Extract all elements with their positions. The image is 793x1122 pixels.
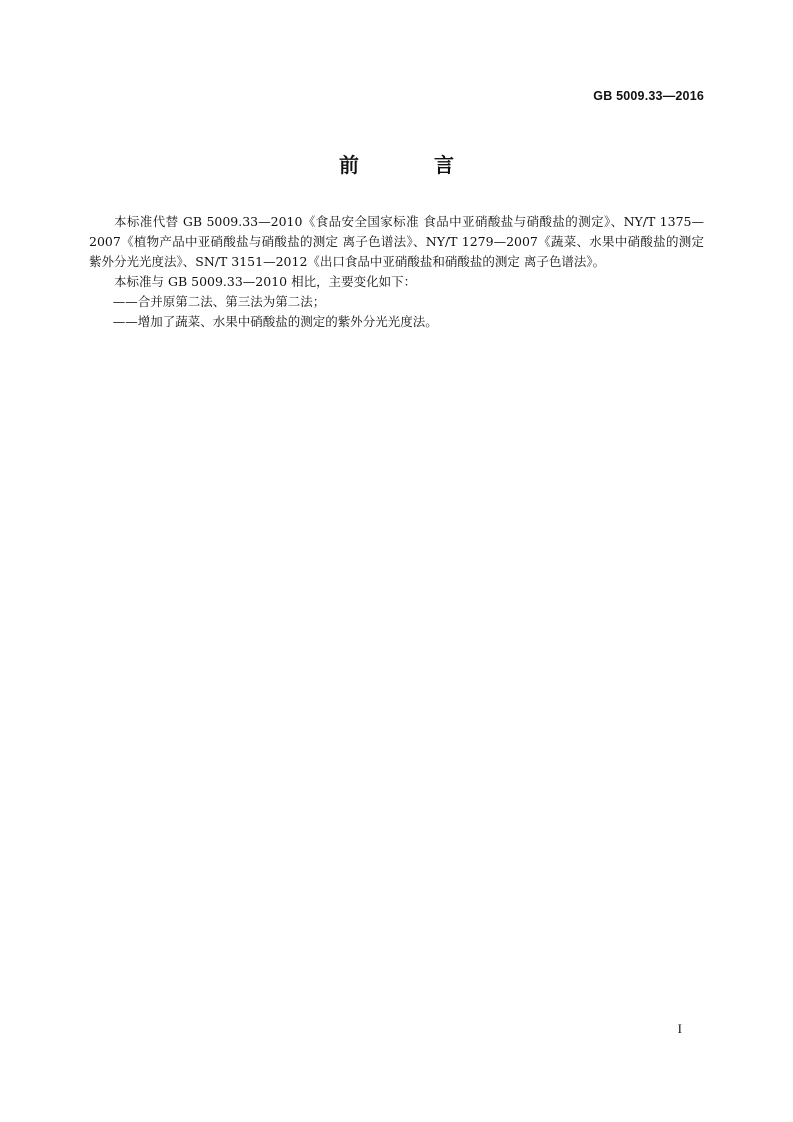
paragraph-replaces-standards: 本标准代替 GB 5009.33—2010《食品安全国家标准 食品中亚硝酸盐与硝酸盐的测定》、NY/T 1375—2007《植物产品中亚硝酸盐与硝酸盐的测定 离子色谱法》、NY/T 1279—2007《蔬菜、水果中硝酸盐的测定 紫外分光光度法》、SN/T 3151—2012《出口食品中亚硝酸盐和硝酸盐的测定 离子色谱法》。 — [89, 214, 704, 269]
change-item-add-uv-method: ——增加了蔬菜、水果中硝酸盐的测定的紫外分光光度法。 — [112, 314, 438, 329]
change-item-merge-methods: ——合并原第二法、第三法为第二法； — [112, 294, 326, 309]
paragraph-changes-intro: 本标准与 GB 5009.33—2010 相比，主要变化如下： — [114, 274, 417, 289]
standard-code: GB 5009.33—2016 — [593, 89, 704, 103]
foreword-body — [89, 212, 704, 332]
page-title: 前 言 — [339, 153, 488, 177]
page-number: I — [677, 1021, 682, 1036]
